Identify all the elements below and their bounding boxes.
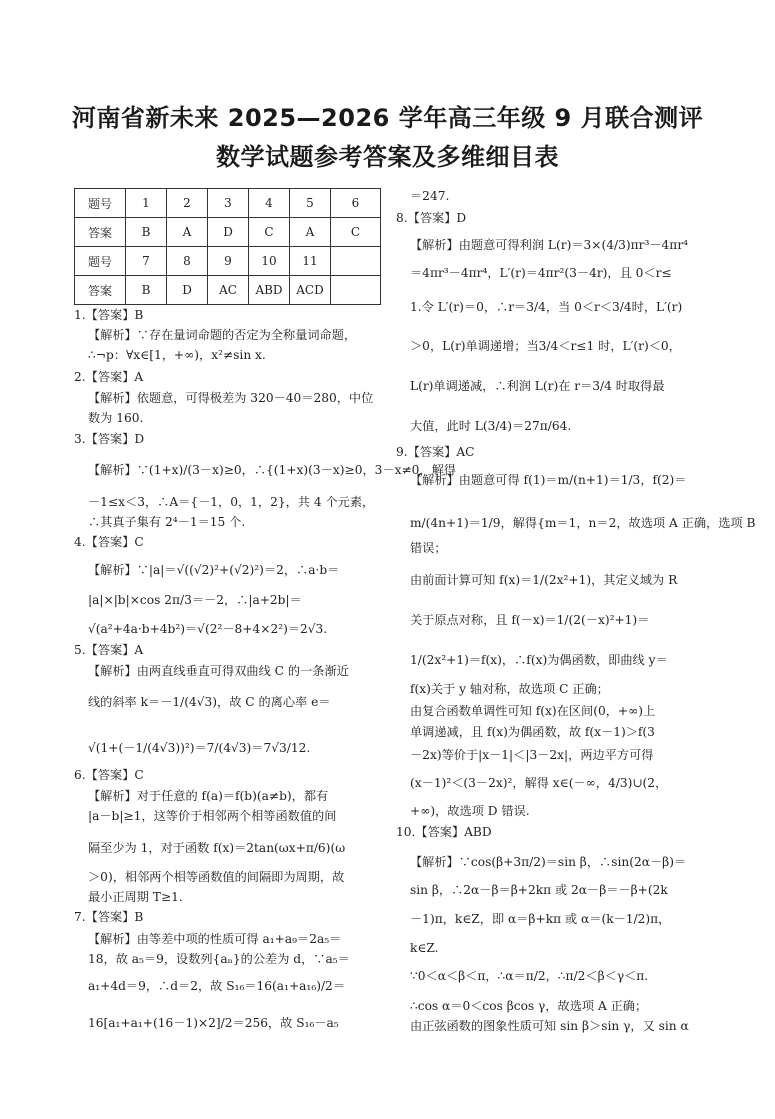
solution-line: 数为 160. [88,411,144,425]
solution-line: 由复合函数单调性可知 f(x)在区间(0，+∞)上 [410,704,656,718]
solution-line: m/(4n+1)＝1/9，解得{m＝1，n＝2，故选项 A 正确，选项 B [410,516,756,530]
table-row [75,276,381,305]
solution-line: 18，故 a₅＝9，设数列{aₙ}的公差为 d，∵a₅＝ [88,952,350,966]
solution-line: 【解析】由题意可得利润 L(r)＝3×(4/3)πr³－4πr⁴ [410,238,689,252]
solution-line: 由正弦函数的图象性质可知 sin β＞sin γ，又 sin α [410,1019,689,1033]
table-cell: 8 [167,247,208,276]
solution-line: 隔至少为 1，对于函数 f(x)＝2tan(ωx+π/6)(ω [88,841,346,855]
solution-line: 【解析】由两直线垂直可得双曲线 C 的一条渐近 [88,664,349,678]
solution-line: ＝247. [410,189,450,203]
answer-heading: 4.【答案】C [74,535,144,549]
table-cell: 答案 [75,218,126,247]
table-cell: C [331,218,381,247]
table-cell: 题号 [75,247,126,276]
solution-line: 【解析】对于任意的 f(a)＝f(b)(a≠b)，都有 [88,789,329,803]
solution-line: 大值，此时 L(3/4)＝27π/64. [410,419,572,433]
table-cell: 3 [208,189,249,218]
solution-line: 16[a₁+a₁+(16－1)×2]/2＝256，故 S₁₆－a₅ [88,1016,339,1030]
table-cell: 5 [290,189,331,218]
solution-line: (x－1)²＜(3－2x)²，解得 x∈(－∞，4/3)∪(2， [410,776,668,790]
solution-line: ＝4πr³－4πr⁴，L′(r)＝4πr²(3－4r)，且 0＜r≤ [410,266,672,280]
table-cell: 题号 [75,189,126,218]
table-cell: B [126,276,167,305]
solution-line: ∴¬p：∀x∈[1，+∞)，x²≠sin x. [88,348,266,362]
table-cell: C [249,218,290,247]
solution-line: ＞0，L(r)单调递增；当3/4＜r≤1 时，L′(r)＜0， [410,339,681,353]
table-cell: D [167,276,208,305]
table-cell [331,247,381,276]
table-cell: 1 [126,189,167,218]
solution-line: 线的斜率 k＝－1/(4√3)，故 C 的离心率 e＝ [88,695,331,709]
solution-line: a₁+4d＝9，∴d＝2，故 S₁₆＝16(a₁+a₁₆)/2＝ [88,979,346,993]
solution-line: 1/(2x²+1)＝f(x)，∴f(x)为偶函数，即曲线 y＝ [410,653,668,667]
solution-line: 1.令 L′(r)＝0，∴r＝3/4，当 0＜r＜3/4时，L′(r) [410,300,683,314]
solution-line: 【解析】∵|a|＝√((√2)²+(√2)²)＝2，∴a·b＝ [88,563,340,577]
table-cell: A [290,218,331,247]
solution-line: ∵0＜α＜β＜π，∴α＝π/2，∴π/2＜β＜γ＜π. [410,969,649,983]
solution-line: |a－b|≥1，这等价于相邻两个相等函数值的间 [88,809,337,823]
solution-line: sin β，∴2α－β＝β+2kπ 或 2α－β＝－β+(2k [410,883,668,897]
table-cell: A [167,218,208,247]
solution-line: |a|×|b|×cos 2π/3＝－2，∴|a+2b|＝ [88,593,302,607]
answer-heading: 7.【答案】B [74,910,144,924]
table-cell: 2 [167,189,208,218]
answer-heading: 10.【答案】ABD [396,825,492,839]
table-cell: 10 [249,247,290,276]
table-cell: ACD [290,276,331,305]
answer-heading: 5.【答案】A [74,643,144,657]
table-cell: 7 [126,247,167,276]
answer-heading: 6.【答案】C [74,768,144,782]
solution-line: √(a²+4a·b+4b²)＝√(2²－8+4×2²)＝2√3. [88,622,328,636]
solution-line: L(r)单调递减，∴利润 L(r)在 r＝3/4 时取得最 [410,379,665,393]
answer-heading: 9.【答案】AC [396,445,475,459]
table-cell: 4 [249,189,290,218]
solution-line: 单调递减，且 f(x)为偶函数，故 f(x－1)＞f(3 [410,725,655,739]
table-cell [331,276,381,305]
table-row [75,247,381,276]
solution-line: ＞0)，相邻两个相等函数值的间隔即为周期，故 [88,870,345,884]
solution-line: f(x)关于 y 轴对称，故选项 C 正确； [410,682,609,696]
solution-line: 【解析】依题意，可得极差为 320－40＝280，中位 [88,391,374,405]
solution-line: k∈Z. [410,941,439,955]
answer-table [74,188,381,305]
solution-line: 【解析】∵cos(β+3π/2)＝sin β，∴sin(2α－β)＝ [410,855,687,869]
solution-line: ∴其真子集有 2⁴－1＝15 个. [88,515,246,529]
solution-line: 最小正周期 T≥1. [88,890,183,904]
solution-line: √(1+(－1/(4√3))²)＝7/(4√3)＝7√3/12. [88,741,311,755]
table-cell: D [208,218,249,247]
solution-line: －2x)等价于|x－1|＜|3－2x|，两边平方可得 [410,748,654,762]
table-cell: ABD [249,276,290,305]
solution-line: 由前面计算可知 f(x)＝1/(2x²+1)，其定义域为 R [410,573,678,587]
solution-line: 【解析】∵(1+x)/(3－x)≥0，∴{(1+x)(3－x)≥0，3－x≠0，解得 [88,463,456,477]
answer-heading: 8.【答案】D [396,211,467,225]
solution-line: 【解析】由等差中项的性质可得 a₁+a₉＝2a₅＝ [88,932,342,946]
table-row [75,189,381,218]
solution-line: 错误； [410,541,447,555]
solution-line: 【解析】∵存在量词命题的否定为全称量词命题， [88,328,357,342]
table-cell: 9 [208,247,249,276]
solution-line: +∞)，故选项 D 错误. [410,804,530,818]
solution-line: ∴cos α＝0＜cos βcos γ，故选项 A 正确； [410,999,648,1013]
solution-line: 【解析】由题意可得 f(1)＝m/(n+1)＝1/3，f(2)＝ [410,473,687,487]
document-title: 河南省新未来 2025—2026 学年高三年级 9 月联合测评 [71,104,704,132]
answer-heading: 3.【答案】D [74,432,145,446]
table-cell: 答案 [75,276,126,305]
solution-line: －1≤x＜3，∴A＝{－1，0，1，2}，共 4 个元素， [88,495,375,509]
solution-line: 关于原点对称，且 f(－x)＝1/(2(－x)²+1)＝ [410,613,650,627]
answer-heading: 2.【答案】A [74,370,144,384]
document-subtitle: 数学试题参考答案及多维细目表 [216,143,559,171]
table-cell: B [126,218,167,247]
table-cell: AC [208,276,249,305]
answer-heading: 1.【答案】B [74,308,144,322]
table-cell: 6 [331,189,381,218]
solution-line: －1)π，k∈Z，即 α＝β+kπ 或 α＝(k－1/2)π， [410,912,671,926]
table-row [75,218,381,247]
table-cell: 11 [290,247,331,276]
